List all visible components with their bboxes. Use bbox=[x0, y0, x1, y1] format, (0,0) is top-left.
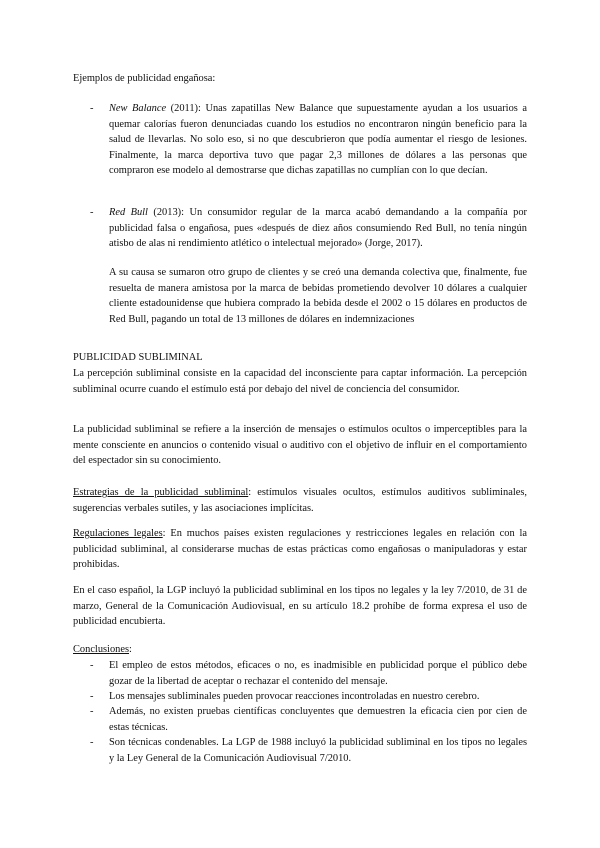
conclusiones-colon: : bbox=[129, 644, 132, 655]
example-new-balance bbox=[90, 101, 527, 179]
section-heading: PUBLICIDAD SUBLIMINAL bbox=[73, 352, 203, 363]
conclusion-text: El empleo de estos métodos, eficaces o no, es inadmisible en publicidad porque el público debe gozar de la libertad de aceptar o rechazar el contenido del mensaje. bbox=[109, 660, 527, 687]
conclusiones-heading bbox=[73, 642, 527, 658]
conclusion-item bbox=[90, 689, 527, 705]
paragraph-percepcion: La percepción subliminal consiste en la capacidad del inconsciente para captar información. La percepción subliminal ocurre cuando el estímulo está por debajo del nivel de conciencia del consumidor. bbox=[73, 368, 527, 395]
example-body: (2011): Unas zapatillas New Balance que supuestamente ayudan a los usuarios a quemar calorías fueron denunciadas cuando los estudios no encontraron ningún beneficio para la salud de llevarlas. No solo eso, si no que descubrieron que podía aumentar el riesgo de lesiones. Finalmente, la marca deportiva tuvo que pagar 2,3 millones de dólares a las personas que compraron ese modelo al demostrarse que dichas zapatillas no cumplían con lo que decían. bbox=[109, 103, 527, 177]
conclusion-item bbox=[90, 735, 527, 766]
example-text bbox=[109, 101, 527, 179]
conclusiones-label: Conclusiones bbox=[73, 644, 129, 655]
red-bull-continuation: A su causa se sumaron otro grupo de clientes y se creó una demanda colectiva que, finalmente, fue resuelta de manera amistosa por la marca de bebidas prometiendo devolver 10 dólares a cualquier cliente estadounidense que hubiera comprado la bebida desde el 2002 o 15 dólares en productos de Red Bull, pagando un total de 13 millones de dólares en indemnizaciones bbox=[109, 267, 527, 325]
conclusion-text: Los mensajes subliminales pueden provocar reacciones incontroladas en nuestro cerebro. bbox=[109, 691, 480, 702]
brand-name: New Balance bbox=[109, 103, 167, 114]
bullet-dash: - bbox=[90, 660, 94, 671]
paragraph-definicion: La publicidad subliminal se refiere a la inserción de mensajes o estímulos ocultos o imperceptibles para la mente consciente en anuncios o contenido visual o auditivo con el objetivo de influir en el comportamiento del espectador sin su conocimiento. bbox=[73, 424, 527, 467]
intro-line: Ejemplos de publicidad engañosa: bbox=[73, 73, 216, 84]
paragraph-caso-espanol: En el caso español, la LGP incluyó la publicidad subliminal en los tipos no legales y la ley 7/2010, de 31 de marzo, General de la Comunicación Audiovisual, en su artículo 18.2 prohíbe de forma expresa el uso de publicidad encubierta. bbox=[73, 585, 527, 628]
regulaciones-label: Regulaciones legales bbox=[73, 528, 163, 539]
bullet-dash: - bbox=[90, 737, 94, 748]
example-red-bull bbox=[90, 205, 527, 252]
conclusion-item bbox=[90, 658, 527, 689]
conclusion-item bbox=[90, 704, 527, 735]
example-body: (2013): Un consumidor regular de la marca acabó demandando a la compañía por publicidad falsa o engañosa, pues «después de diez años consumiendo Red Bull, no tenía ningún atisbo de alas ni rendimiento atlético o intelectual mejorado» (Jorge, 2017). bbox=[109, 207, 527, 250]
conclusion-text: Son técnicas condenables. La LGP de 1988 incluyó la publicidad subliminal en los tipos no legales y la Ley General de la Comunicación Audiovisual 7/2010. bbox=[109, 737, 527, 764]
bullet-dash: - bbox=[90, 103, 94, 114]
conclusion-text: Además, no existen pruebas científicas concluyentes que demuestren la eficacia cien por cien de estas técnicas. bbox=[109, 706, 527, 733]
brand-name: Red Bull bbox=[109, 207, 148, 218]
paragraph-estrategias bbox=[73, 485, 527, 516]
bullet-dash: - bbox=[90, 207, 94, 218]
estrategias-label: Estrategias de la publicidad subliminal bbox=[73, 487, 249, 498]
bullet-dash: - bbox=[90, 691, 94, 702]
paragraph-regulaciones bbox=[73, 526, 527, 573]
regulaciones-text: : En muchos países existen regulaciones y restricciones legales en relación con la publicidad subliminal, al considerarse muchas de estas prácticas como engañosas o manipuladoras y estar prohibidas. bbox=[73, 528, 527, 571]
estrategias-text: : estímulos visuales ocultos, estímulos auditivos subliminales, sugerencias verbales sutiles, y las asociaciones implícitas. bbox=[73, 487, 528, 514]
example-text bbox=[109, 205, 527, 252]
bullet-dash: - bbox=[90, 706, 94, 717]
